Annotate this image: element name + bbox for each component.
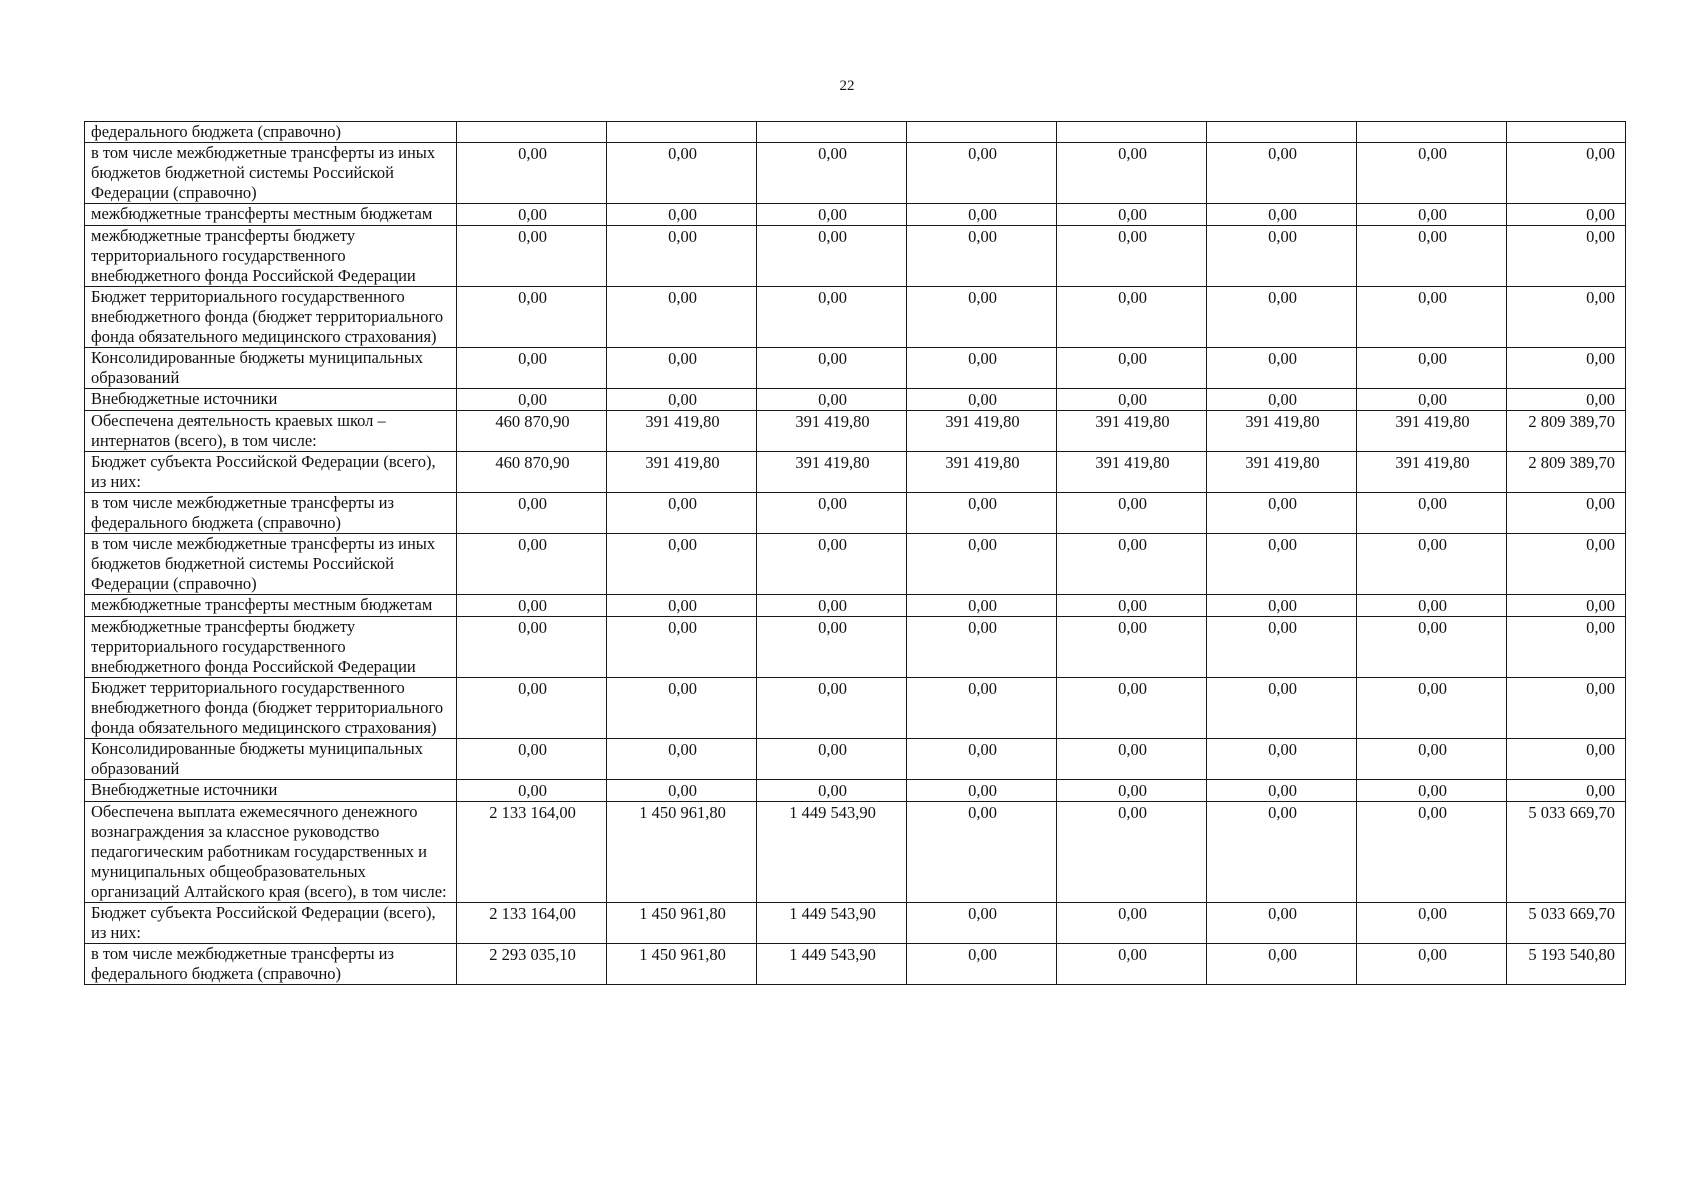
row-label: Обеспечена выплата ежемесячного денежного вознаграждения за классное руководство педагогическим работникам государственных и муниципальных общеобразовательных организаций Алтайского края (всего), в том числе:: [85, 802, 457, 903]
table-row: [85, 389, 1626, 411]
value-cell: 0,00: [1057, 348, 1207, 389]
value-cell: 0,00: [757, 617, 907, 678]
value-cell: 0,00: [757, 389, 907, 411]
total-cell: 0,00: [1507, 534, 1626, 595]
value-cell: 0,00: [1207, 903, 1357, 944]
total-cell: 0,00: [1507, 204, 1626, 226]
value-cell: 0,00: [1207, 802, 1357, 903]
value-cell: 0,00: [1057, 226, 1207, 287]
value-cell: 0,00: [757, 678, 907, 739]
value-cell: 391 419,80: [1057, 411, 1207, 452]
value-cell: 1 449 543,90: [757, 903, 907, 944]
value-cell: 0,00: [607, 389, 757, 411]
value-cell: 2 293 035,10: [457, 944, 607, 985]
total-cell: 5 033 669,70: [1507, 903, 1626, 944]
row-label: межбюджетные трансферты местным бюджетам: [85, 595, 457, 617]
table-row: [85, 802, 1626, 903]
table-row: [85, 493, 1626, 534]
value-cell: 0,00: [757, 780, 907, 802]
total-cell: 0,00: [1507, 348, 1626, 389]
table-row: [85, 534, 1626, 595]
value-cell: 0,00: [1357, 678, 1507, 739]
value-cell: 0,00: [1207, 617, 1357, 678]
value-cell: 0,00: [907, 802, 1057, 903]
value-cell: 0,00: [1357, 287, 1507, 348]
value-cell: 0,00: [757, 595, 907, 617]
value-cell: 0,00: [457, 287, 607, 348]
value-cell: [907, 122, 1057, 143]
value-cell: 0,00: [1207, 678, 1357, 739]
total-cell: 0,00: [1507, 287, 1626, 348]
value-cell: 0,00: [607, 595, 757, 617]
value-cell: 0,00: [907, 534, 1057, 595]
value-cell: 0,00: [607, 348, 757, 389]
value-cell: 0,00: [1207, 389, 1357, 411]
value-cell: 0,00: [757, 348, 907, 389]
value-cell: 0,00: [907, 389, 1057, 411]
value-cell: 391 419,80: [1207, 452, 1357, 493]
value-cell: [757, 122, 907, 143]
total-cell: 2 809 389,70: [1507, 411, 1626, 452]
total-cell: 0,00: [1507, 739, 1626, 780]
value-cell: 0,00: [1207, 204, 1357, 226]
table-row: [85, 595, 1626, 617]
value-cell: 0,00: [457, 143, 607, 204]
value-cell: 0,00: [907, 739, 1057, 780]
value-cell: [1207, 122, 1357, 143]
value-cell: 0,00: [457, 204, 607, 226]
value-cell: 0,00: [1207, 739, 1357, 780]
value-cell: 0,00: [1057, 595, 1207, 617]
value-cell: 0,00: [1207, 780, 1357, 802]
table-row: [85, 780, 1626, 802]
value-cell: 0,00: [1207, 143, 1357, 204]
table-row: [85, 411, 1626, 452]
budget-table: [84, 121, 1626, 985]
table-row: [85, 903, 1626, 944]
value-cell: 0,00: [607, 204, 757, 226]
value-cell: 0,00: [907, 348, 1057, 389]
table-row: [85, 204, 1626, 226]
value-cell: 0,00: [907, 287, 1057, 348]
value-cell: [607, 122, 757, 143]
value-cell: 0,00: [1057, 739, 1207, 780]
value-cell: 0,00: [1207, 534, 1357, 595]
total-cell: 2 809 389,70: [1507, 452, 1626, 493]
total-cell: 5 033 669,70: [1507, 802, 1626, 903]
value-cell: 0,00: [1357, 143, 1507, 204]
total-cell: [1507, 122, 1626, 143]
value-cell: 1 449 543,90: [757, 802, 907, 903]
value-cell: 0,00: [1357, 595, 1507, 617]
value-cell: 0,00: [907, 617, 1057, 678]
value-cell: 0,00: [1057, 617, 1207, 678]
value-cell: 0,00: [1057, 944, 1207, 985]
value-cell: 1 450 961,80: [607, 944, 757, 985]
value-cell: 0,00: [907, 595, 1057, 617]
value-cell: 0,00: [1357, 739, 1507, 780]
value-cell: 0,00: [1357, 493, 1507, 534]
table-row: [85, 287, 1626, 348]
value-cell: 391 419,80: [1207, 411, 1357, 452]
row-label: Бюджет территориального государственного внебюджетного фонда (бюджет территориального фонда обязательного медицинского страхования): [85, 287, 457, 348]
value-cell: 0,00: [457, 226, 607, 287]
row-label: в том числе межбюджетные трансферты из иных бюджетов бюджетной системы Российской Федерации (справочно): [85, 534, 457, 595]
table-row: [85, 678, 1626, 739]
value-cell: 391 419,80: [907, 452, 1057, 493]
row-label: межбюджетные трансферты местным бюджетам: [85, 204, 457, 226]
value-cell: [1357, 122, 1507, 143]
table-row: [85, 143, 1626, 204]
value-cell: 1 450 961,80: [607, 802, 757, 903]
value-cell: 0,00: [907, 226, 1057, 287]
total-cell: 5 193 540,80: [1507, 944, 1626, 985]
value-cell: 460 870,90: [457, 411, 607, 452]
total-cell: 0,00: [1507, 678, 1626, 739]
row-label: в том числе межбюджетные трансферты из иных бюджетов бюджетной системы Российской Федерации (справочно): [85, 143, 457, 204]
value-cell: 0,00: [1357, 389, 1507, 411]
budget-table-body: [85, 122, 1626, 985]
value-cell: 0,00: [1207, 348, 1357, 389]
value-cell: 0,00: [607, 226, 757, 287]
table-row: [85, 452, 1626, 493]
row-label: федерального бюджета (справочно): [85, 122, 457, 143]
value-cell: 391 419,80: [1357, 452, 1507, 493]
value-cell: 391 419,80: [607, 411, 757, 452]
value-cell: 0,00: [1357, 204, 1507, 226]
total-cell: 0,00: [1507, 226, 1626, 287]
row-label: межбюджетные трансферты бюджету территориального государственного внебюджетного фонда Российской Федерации: [85, 226, 457, 287]
value-cell: 0,00: [1357, 944, 1507, 985]
row-label: межбюджетные трансферты бюджету территориального государственного внебюджетного фонда Российской Федерации: [85, 617, 457, 678]
value-cell: 0,00: [457, 348, 607, 389]
value-cell: 0,00: [607, 493, 757, 534]
total-cell: 0,00: [1507, 780, 1626, 802]
value-cell: 0,00: [1357, 617, 1507, 678]
total-cell: 0,00: [1507, 617, 1626, 678]
value-cell: [457, 122, 607, 143]
value-cell: 0,00: [1057, 493, 1207, 534]
value-cell: 0,00: [1057, 534, 1207, 595]
row-label: Обеспечена деятельность краевых школ – интернатов (всего), в том числе:: [85, 411, 457, 452]
table-row: [85, 226, 1626, 287]
table-row: [85, 944, 1626, 985]
value-cell: 391 419,80: [757, 452, 907, 493]
value-cell: 0,00: [1357, 226, 1507, 287]
value-cell: 0,00: [607, 534, 757, 595]
value-cell: 0,00: [757, 493, 907, 534]
value-cell: 0,00: [1207, 493, 1357, 534]
value-cell: 0,00: [907, 678, 1057, 739]
value-cell: 0,00: [607, 287, 757, 348]
row-label: Консолидированные бюджеты муниципальных образований: [85, 739, 457, 780]
value-cell: 0,00: [457, 595, 607, 617]
table-row: [85, 617, 1626, 678]
value-cell: 1 449 543,90: [757, 944, 907, 985]
page-number: 22: [839, 78, 855, 94]
row-label: Внебюджетные источники: [85, 389, 457, 411]
value-cell: 0,00: [1207, 287, 1357, 348]
value-cell: 0,00: [457, 739, 607, 780]
value-cell: 0,00: [757, 534, 907, 595]
row-label: Внебюджетные источники: [85, 780, 457, 802]
value-cell: 0,00: [907, 944, 1057, 985]
value-cell: 0,00: [1057, 389, 1207, 411]
value-cell: [1057, 122, 1207, 143]
value-cell: 0,00: [1057, 287, 1207, 348]
value-cell: 0,00: [1357, 802, 1507, 903]
value-cell: 0,00: [907, 780, 1057, 802]
value-cell: 0,00: [457, 780, 607, 802]
value-cell: 0,00: [457, 534, 607, 595]
value-cell: 0,00: [1207, 226, 1357, 287]
value-cell: 0,00: [1057, 780, 1207, 802]
value-cell: 0,00: [1357, 348, 1507, 389]
table-row: [85, 739, 1626, 780]
value-cell: 391 419,80: [607, 452, 757, 493]
value-cell: 0,00: [607, 678, 757, 739]
value-cell: 0,00: [907, 493, 1057, 534]
value-cell: 391 419,80: [1057, 452, 1207, 493]
total-cell: 0,00: [1507, 595, 1626, 617]
value-cell: 0,00: [607, 739, 757, 780]
value-cell: 0,00: [1057, 678, 1207, 739]
value-cell: 2 133 164,00: [457, 802, 607, 903]
total-cell: 0,00: [1507, 143, 1626, 204]
value-cell: 0,00: [907, 143, 1057, 204]
value-cell: 0,00: [1207, 944, 1357, 985]
value-cell: 391 419,80: [907, 411, 1057, 452]
value-cell: 0,00: [607, 617, 757, 678]
value-cell: 0,00: [1057, 204, 1207, 226]
value-cell: 0,00: [457, 493, 607, 534]
value-cell: 0,00: [1357, 903, 1507, 944]
row-label: в том числе межбюджетные трансферты из федерального бюджета (справочно): [85, 944, 457, 985]
total-cell: 0,00: [1507, 493, 1626, 534]
value-cell: 391 419,80: [1357, 411, 1507, 452]
table-row: [85, 348, 1626, 389]
value-cell: 460 870,90: [457, 452, 607, 493]
value-cell: 0,00: [457, 389, 607, 411]
value-cell: 0,00: [757, 287, 907, 348]
value-cell: 0,00: [1357, 534, 1507, 595]
value-cell: 0,00: [757, 143, 907, 204]
value-cell: 0,00: [907, 204, 1057, 226]
value-cell: 0,00: [907, 903, 1057, 944]
value-cell: 0,00: [457, 678, 607, 739]
value-cell: 0,00: [1357, 780, 1507, 802]
value-cell: 0,00: [1057, 802, 1207, 903]
value-cell: 0,00: [757, 204, 907, 226]
value-cell: 0,00: [1057, 143, 1207, 204]
value-cell: 0,00: [607, 143, 757, 204]
row-label: Бюджет территориального государственного внебюджетного фонда (бюджет территориального фонда обязательного медицинского страхования): [85, 678, 457, 739]
table-row: [85, 122, 1626, 143]
value-cell: 0,00: [757, 226, 907, 287]
value-cell: 1 450 961,80: [607, 903, 757, 944]
row-label: Бюджет субъекта Российской Федерации (всего), из них:: [85, 903, 457, 944]
value-cell: 0,00: [457, 617, 607, 678]
value-cell: 0,00: [607, 780, 757, 802]
value-cell: 0,00: [1057, 903, 1207, 944]
row-label: в том числе межбюджетные трансферты из федерального бюджета (справочно): [85, 493, 457, 534]
total-cell: 0,00: [1507, 389, 1626, 411]
row-label: Бюджет субъекта Российской Федерации (всего), из них:: [85, 452, 457, 493]
value-cell: 2 133 164,00: [457, 903, 607, 944]
value-cell: 0,00: [757, 739, 907, 780]
value-cell: 0,00: [1207, 595, 1357, 617]
value-cell: 391 419,80: [757, 411, 907, 452]
row-label: Консолидированные бюджеты муниципальных образований: [85, 348, 457, 389]
